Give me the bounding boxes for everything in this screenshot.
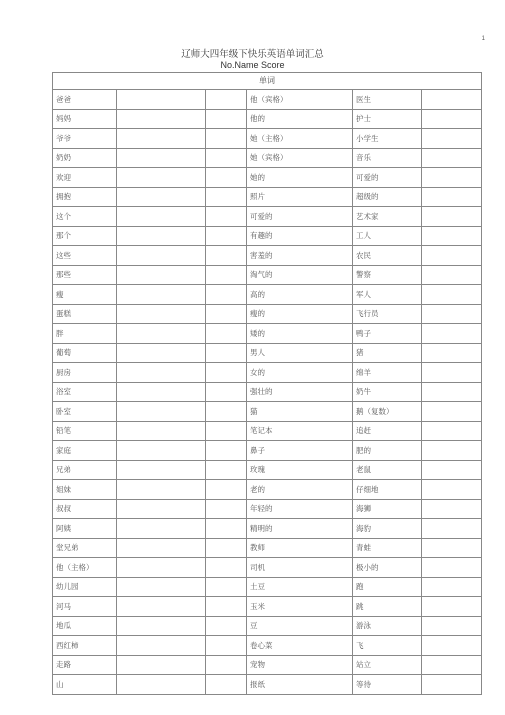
- word-cell: 她（宾格）: [247, 148, 353, 168]
- word-cell: 艺术家: [353, 207, 422, 227]
- answer-cell: [422, 226, 482, 246]
- answer-cell: [117, 168, 206, 188]
- word-cell: 超级的: [353, 187, 422, 207]
- word-cell: 笔记本: [247, 421, 353, 441]
- answer-cell: [422, 207, 482, 227]
- answer-cell: [206, 519, 247, 539]
- answer-cell: [422, 168, 482, 188]
- word-cell: 妈妈: [53, 109, 117, 129]
- answer-cell: [206, 304, 247, 324]
- answer-cell: [117, 480, 206, 500]
- answer-cell: [206, 285, 247, 305]
- answer-cell: [422, 558, 482, 578]
- table-row: [53, 109, 482, 129]
- word-cell: 那些: [53, 265, 117, 285]
- answer-cell: [422, 109, 482, 129]
- answer-cell: [206, 168, 247, 188]
- answer-cell: [206, 460, 247, 480]
- table-row: [53, 616, 482, 636]
- word-cell: 瘦: [53, 285, 117, 305]
- word-cell: 浴室: [53, 382, 117, 402]
- word-cell: 他的: [247, 109, 353, 129]
- answer-cell: [206, 675, 247, 695]
- word-cell: 鼻子: [247, 441, 353, 461]
- answer-cell: [117, 265, 206, 285]
- table-row: [53, 90, 482, 110]
- word-cell: 河马: [53, 597, 117, 617]
- word-cell: 教师: [247, 538, 353, 558]
- answer-cell: [117, 246, 206, 266]
- word-cell: 可爱的: [353, 168, 422, 188]
- word-cell: 拥抱: [53, 187, 117, 207]
- answer-cell: [206, 129, 247, 149]
- answer-cell: [117, 324, 206, 344]
- table-row: [53, 655, 482, 675]
- answer-cell: [206, 187, 247, 207]
- word-cell: 幼儿园: [53, 577, 117, 597]
- answer-cell: [422, 675, 482, 695]
- table-row: [53, 265, 482, 285]
- table-row: [53, 285, 482, 305]
- word-cell: 游泳: [353, 616, 422, 636]
- word-cell: 她（主格）: [247, 129, 353, 149]
- name-score-line: No.Name Score: [220, 60, 285, 70]
- table-row: [53, 636, 482, 656]
- table-row: [53, 304, 482, 324]
- word-cell: 照片: [247, 187, 353, 207]
- answer-cell: [117, 304, 206, 324]
- word-cell: 报纸: [247, 675, 353, 695]
- table-row: [53, 382, 482, 402]
- word-cell: 军人: [353, 285, 422, 305]
- answer-cell: [117, 616, 206, 636]
- answer-cell: [422, 519, 482, 539]
- answer-cell: [206, 480, 247, 500]
- answer-cell: [117, 441, 206, 461]
- word-cell: 女的: [247, 363, 353, 383]
- answer-cell: [422, 129, 482, 149]
- answer-cell: [206, 577, 247, 597]
- answer-cell: [422, 441, 482, 461]
- table-row: [53, 129, 482, 149]
- word-cell: 工人: [353, 226, 422, 246]
- table-row: [53, 246, 482, 266]
- word-cell: 西红柿: [53, 636, 117, 656]
- answer-cell: [117, 187, 206, 207]
- table-row: [53, 363, 482, 383]
- word-cell: 可爱的: [247, 207, 353, 227]
- answer-cell: [422, 285, 482, 305]
- answer-cell: [117, 402, 206, 422]
- answer-cell: [117, 636, 206, 656]
- word-cell: 肥的: [353, 441, 422, 461]
- table-header-row: [53, 73, 482, 90]
- word-cell: 跳: [353, 597, 422, 617]
- page-title: 辽师大四年级下快乐英语单词汇总: [181, 49, 324, 60]
- table-row: [53, 519, 482, 539]
- answer-cell: [422, 265, 482, 285]
- word-cell: 猫: [247, 402, 353, 422]
- answer-cell: [117, 655, 206, 675]
- answer-cell: [206, 382, 247, 402]
- word-cell: 农民: [353, 246, 422, 266]
- answer-cell: [117, 382, 206, 402]
- answer-cell: [206, 421, 247, 441]
- answer-cell: [206, 148, 247, 168]
- answer-cell: [206, 109, 247, 129]
- word-cell: 绵羊: [353, 363, 422, 383]
- word-cell: 葡萄: [53, 343, 117, 363]
- answer-cell: [422, 499, 482, 519]
- word-cell: 厨房: [53, 363, 117, 383]
- word-cell: 猪: [353, 343, 422, 363]
- word-cell: 欢迎: [53, 168, 117, 188]
- answer-cell: [422, 480, 482, 500]
- word-cell: 小学生: [353, 129, 422, 149]
- word-cell: 老鼠: [353, 460, 422, 480]
- word-cell: 奶牛: [353, 382, 422, 402]
- word-cell: 追赶: [353, 421, 422, 441]
- answer-cell: [117, 421, 206, 441]
- answer-cell: [206, 597, 247, 617]
- table-row: [53, 558, 482, 578]
- answer-cell: [206, 616, 247, 636]
- table-row: [53, 499, 482, 519]
- answer-cell: [117, 129, 206, 149]
- word-cell: 有趣的: [247, 226, 353, 246]
- page-number: 1: [481, 36, 485, 42]
- table-row: [53, 148, 482, 168]
- answer-cell: [117, 577, 206, 597]
- word-cell: 跑: [353, 577, 422, 597]
- table-row: [53, 675, 482, 695]
- answer-cell: [117, 285, 206, 305]
- table-row: [53, 168, 482, 188]
- word-cell: 高的: [247, 285, 353, 305]
- word-cell: 爷爷: [53, 129, 117, 149]
- answer-cell: [422, 382, 482, 402]
- table-row: [53, 187, 482, 207]
- word-cell: 姐妹: [53, 480, 117, 500]
- answer-cell: [117, 148, 206, 168]
- word-cell: 奶奶: [53, 148, 117, 168]
- word-cell: 爸爸: [53, 90, 117, 110]
- word-cell: 玫瑰: [247, 460, 353, 480]
- answer-cell: [117, 460, 206, 480]
- answer-cell: [422, 148, 482, 168]
- word-cell: 这些: [53, 246, 117, 266]
- answer-cell: [117, 90, 206, 110]
- word-cell: 海狮: [353, 499, 422, 519]
- word-cell: 飞行员: [353, 304, 422, 324]
- table-row: [53, 207, 482, 227]
- table-row: [53, 343, 482, 363]
- word-cell: 年轻的: [247, 499, 353, 519]
- answer-cell: [206, 441, 247, 461]
- answer-cell: [422, 90, 482, 110]
- answer-cell: [422, 304, 482, 324]
- word-cell: 叔叔: [53, 499, 117, 519]
- word-cell: 男人: [247, 343, 353, 363]
- answer-cell: [206, 499, 247, 519]
- answer-cell: [117, 538, 206, 558]
- answer-cell: [117, 363, 206, 383]
- answer-cell: [422, 187, 482, 207]
- answer-cell: [422, 343, 482, 363]
- answer-cell: [117, 207, 206, 227]
- word-cell: 鹅（复数）: [353, 402, 422, 422]
- word-cell: 堂兄弟: [53, 538, 117, 558]
- table-header: 单词: [53, 73, 482, 90]
- answer-cell: [206, 655, 247, 675]
- table-row: [53, 324, 482, 344]
- word-cell: 兄弟: [53, 460, 117, 480]
- answer-cell: [117, 558, 206, 578]
- answer-cell: [117, 597, 206, 617]
- answer-cell: [117, 519, 206, 539]
- answer-cell: [206, 363, 247, 383]
- answer-cell: [422, 460, 482, 480]
- word-cell: 医生: [353, 90, 422, 110]
- word-cell: 警察: [353, 265, 422, 285]
- answer-cell: [422, 538, 482, 558]
- word-cell: 老的: [247, 480, 353, 500]
- answer-cell: [206, 538, 247, 558]
- word-cell: 护士: [353, 109, 422, 129]
- word-cell: 地瓜: [53, 616, 117, 636]
- word-cell: 他（主格）: [53, 558, 117, 578]
- word-cell: 那个: [53, 226, 117, 246]
- table-row: [53, 460, 482, 480]
- answer-cell: [422, 577, 482, 597]
- word-cell: 山: [53, 675, 117, 695]
- word-cell: 蛋糕: [53, 304, 117, 324]
- word-cell: 飞: [353, 636, 422, 656]
- answer-cell: [206, 226, 247, 246]
- table-row: [53, 441, 482, 461]
- table-row: [53, 226, 482, 246]
- table-row: [53, 402, 482, 422]
- answer-cell: [422, 655, 482, 675]
- word-cell: 司机: [247, 558, 353, 578]
- answer-cell: [422, 363, 482, 383]
- answer-cell: [117, 675, 206, 695]
- word-cell: 鸭子: [353, 324, 422, 344]
- answer-cell: [206, 90, 247, 110]
- word-cell: 海豹: [353, 519, 422, 539]
- answer-cell: [422, 246, 482, 266]
- answer-cell: [117, 226, 206, 246]
- word-cell: 淘气的: [247, 265, 353, 285]
- answer-cell: [422, 597, 482, 617]
- word-cell: 她的: [247, 168, 353, 188]
- word-cell: 等待: [353, 675, 422, 695]
- word-cell: 玉米: [247, 597, 353, 617]
- word-cell: 宠物: [247, 655, 353, 675]
- word-cell: 卧室: [53, 402, 117, 422]
- word-cell: 精明的: [247, 519, 353, 539]
- word-cell: 仔细地: [353, 480, 422, 500]
- word-cell: 极小的: [353, 558, 422, 578]
- word-cell: 豆: [247, 616, 353, 636]
- word-cell: 家庭: [53, 441, 117, 461]
- word-cell: 站立: [353, 655, 422, 675]
- answer-cell: [422, 402, 482, 422]
- word-cell: 土豆: [247, 577, 353, 597]
- answer-cell: [206, 636, 247, 656]
- word-cell: 铅笔: [53, 421, 117, 441]
- word-cell: 阿姨: [53, 519, 117, 539]
- answer-cell: [206, 558, 247, 578]
- table-row: [53, 480, 482, 500]
- answer-cell: [206, 343, 247, 363]
- word-cell: 他（宾格）: [247, 90, 353, 110]
- word-cell: 瘦的: [247, 304, 353, 324]
- word-cell: 矮的: [247, 324, 353, 344]
- answer-cell: [206, 246, 247, 266]
- word-cell: 卷心菜: [247, 636, 353, 656]
- answer-cell: [117, 109, 206, 129]
- answer-cell: [206, 324, 247, 344]
- vocabulary-table: [52, 72, 482, 695]
- word-cell: 害羞的: [247, 246, 353, 266]
- word-cell: 走路: [53, 655, 117, 675]
- answer-cell: [422, 636, 482, 656]
- table-row: [53, 577, 482, 597]
- answer-cell: [422, 616, 482, 636]
- table-row: [53, 538, 482, 558]
- word-cell: 强壮的: [247, 382, 353, 402]
- table-row: [53, 421, 482, 441]
- word-cell: 胖: [53, 324, 117, 344]
- answer-cell: [206, 265, 247, 285]
- answer-cell: [206, 402, 247, 422]
- table-row: [53, 597, 482, 617]
- answer-cell: [117, 343, 206, 363]
- word-cell: 这个: [53, 207, 117, 227]
- word-cell: 音乐: [353, 148, 422, 168]
- answer-cell: [206, 207, 247, 227]
- answer-cell: [422, 421, 482, 441]
- answer-cell: [117, 499, 206, 519]
- answer-cell: [422, 324, 482, 344]
- word-cell: 青蛙: [353, 538, 422, 558]
